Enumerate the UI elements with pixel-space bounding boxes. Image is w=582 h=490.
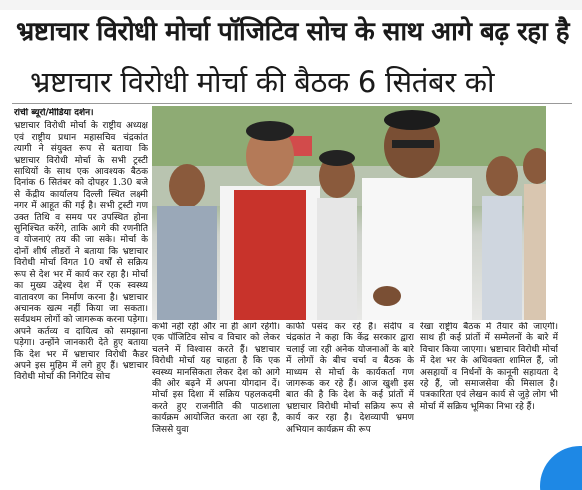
- column-1-text: भ्रष्टाचार विरोधी मोर्चा के राष्ट्रीय अध्यक्ष एवं राष्ट्रीय प्रधान महासचिव चंद्रकांत त्यागी ने संयुक्त रूप से बताया कि भ्रष्टाचार विरोधी मोर्चा के सभी ट्रस्टी साथियों के साथ एक आवश्यक बैठक दिनांक 6 सितंबर को दोपहर 1.30 बजे से केंद्रीय कार्यालय दिल्ली स्थित लक्ष्मी नगर में आहूत की गई है। सभी ट्रस्टी गण उक्त तिथि व समय पर उपस्थित होना सुनिश्चित करेंगे, ताकि आगे की रणनीति व योजनाएं तय की जा सके। मोर्चा के दोनों शीर्ष लीडरों ने बताया कि भ्रष्टाचार विरोधी मोर्चा विगत 10 वर्षों से सक्रिय रूप से देश भर में कार्य कर रहा है। मोर्चा का मुख्य उद्देश्य देश में एक स्वस्थ्य वातावरण का निर्माण करना है। भ्रष्टाचार अचानक खत्म नहीं किया जा सकता। सर्वप्रथम लोगों को जागरूक करना पड़ेगा। अपने कर्तव्य व दायित्व को समझाना पड़ेगा। उन्होंने जानकारी देते हुए बताया कि देश भर में भ्रष्टाचार विरोधी कैडर अपने इस मुहिम में लगे हुए हैं। भ्रष्टाचार विरोधी मोर्चा की निगेटिव सोच: [14, 121, 148, 383]
- dateline: रांची ब्यूरो/मीडिया दर्शन।: [14, 108, 94, 118]
- article-column-2: कभी नहीं रही और ना ही आगे रहेगी। एक पॉजिटिव सोच व विचार को लेकर चलने में विश्वास करते हैं। भ्रष्टाचार विरोधी मोर्चा यह चाहता है कि एक स्वस्थ्य मानसिकता लेकर देश को आगे की ओर बढ़ने में अपना योगदान दें। मोर्चा इस दिशा में सक्रिय पहलकदमी करते हुए राजनीति की पाठशाला कार्यक्रम आयोजित करता आ रहा है, जिससे युवा: [152, 322, 280, 435]
- article-column-4: रेखा राष्ट्रीय बैठक में तैयार की जाएगी। साथ ही कई प्रांतों में सम्मेलनों के बारे में विचार किया जाएगा। भ्रष्टाचार विरोधी मोर्चा में देश भर के अधिवक्ता शामिल हैं, जो असहायों व निर्धनों के कानूनी सहायता दे रहे हैं, जो समाजसेवा की मिसाल है। पत्रकारिता एवं लेखन कार्य से जुड़े लोग भी मोर्चा में सक्रिय भूमिका निभा रहे हैं।: [420, 322, 558, 412]
- subheadline: भ्रष्टाचार विरोधी मोर्चा की बैठक 6 सितंबर को: [30, 65, 495, 99]
- news-photo: [152, 106, 546, 320]
- top-margin: [0, 0, 582, 10]
- article-column-3: काफी पसंद कर रहे हैं। संदीप व चंद्रकांत ने कहा कि केंद्र सरकार द्वारा चलाई जा रही अनेक योजनाओं के बारे में लोगों के बीच चर्चा व बैठक के माध्यम से मोर्चा के कार्यकर्ता गण जागरूक कर रहे हैं। आज खुशी इस बात की है कि देश के कई प्रांतों में भ्रष्टाचार विरोधी मोर्चा सक्रिय रूप से कार्य कर रहा है। देशव्यापी भ्रमण अभियान कार्यक्रम की रूप: [286, 322, 414, 435]
- article-column-1: [14, 108, 148, 480]
- divider: [12, 103, 572, 104]
- headline: भ्रष्टाचार विरोधी मोर्चा पॉजिटिव सोच के साथ आगे बढ़ रहा है: [16, 17, 570, 47]
- photo-group-image: [152, 106, 546, 320]
